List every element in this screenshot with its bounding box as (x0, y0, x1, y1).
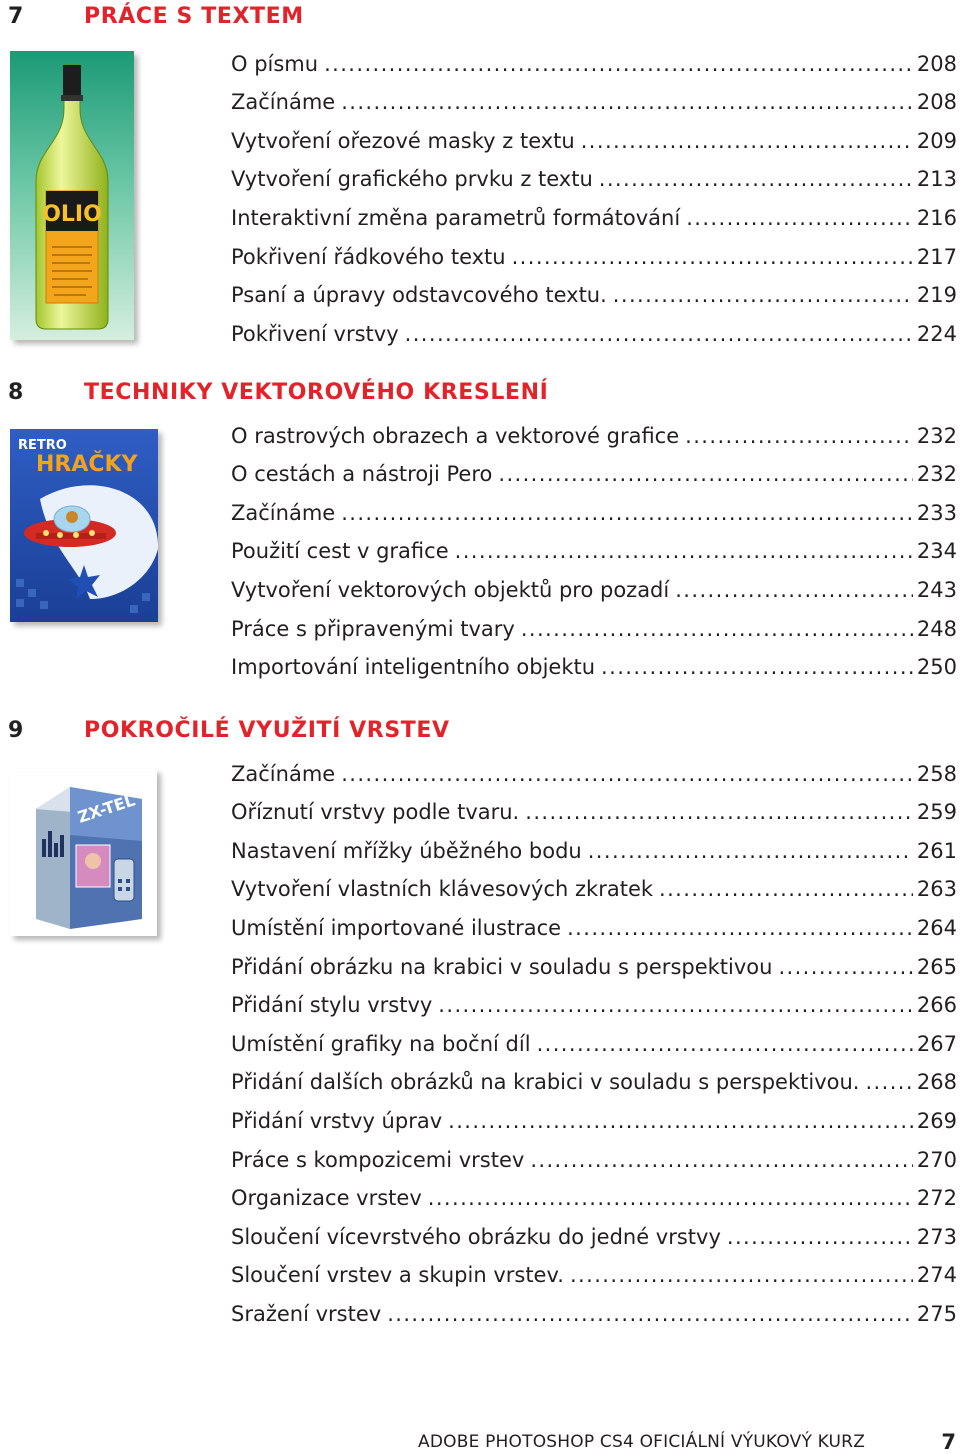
toc-entry[interactable] (231, 902, 957, 941)
toc-entry-page: 224 (916, 321, 957, 346)
toc-entry[interactable] (231, 1095, 957, 1134)
dot-leader (613, 282, 913, 308)
toc-entry[interactable] (231, 410, 957, 449)
toc-entry-page: 274 (916, 1263, 957, 1288)
chapter-number: 8 (8, 380, 24, 405)
toc-entry[interactable] (231, 77, 957, 116)
toc-entry-page: 248 (916, 616, 957, 641)
dot-leader (588, 838, 913, 864)
dot-leader (405, 321, 913, 347)
toc-entry-title: Oříznutí vrstvy podle tvaru. (231, 800, 520, 825)
toc-entry[interactable] (231, 748, 957, 787)
toc-entry[interactable] (231, 1288, 957, 1327)
dot-leader (601, 654, 913, 680)
chapter-number: 9 (8, 718, 24, 743)
retro-toys-poster-image (10, 429, 158, 622)
toc-entry-title: Sloučení vrstev a skupin vrstev. (231, 1263, 564, 1288)
toc-entry-title: Organizace vrstev (231, 1186, 422, 1211)
toc-entry[interactable] (231, 1211, 957, 1250)
toc-entry-title: Práce s kompozicemi vrstev (231, 1147, 525, 1172)
dot-leader (387, 1301, 913, 1327)
toc-entry[interactable] (231, 154, 957, 193)
chapter-title: POKROČILÉ VYUŽITÍ VRSTEV (84, 718, 450, 743)
toc-entry[interactable] (231, 787, 957, 826)
toc-entry-page: 232 (916, 462, 957, 487)
toc-list (231, 38, 957, 347)
chapter-number: 7 (8, 4, 24, 29)
toc-entry-page: 208 (916, 51, 957, 76)
dot-leader (521, 616, 913, 642)
product-box-image (10, 769, 157, 936)
toc-entry[interactable] (231, 1250, 957, 1289)
toc-entry-page: 232 (916, 423, 957, 448)
toc-entry-title: Začínáme (231, 500, 336, 525)
toc-entry[interactable] (231, 115, 957, 154)
dot-leader (498, 461, 913, 487)
dot-leader (341, 89, 913, 115)
dot-leader (865, 1069, 912, 1095)
dot-leader (659, 876, 913, 902)
toc-entry-page: 259 (916, 800, 957, 825)
dot-leader (675, 577, 913, 603)
toc-entry-title: Umístění importované ilustrace (231, 915, 562, 940)
dot-leader (567, 915, 913, 941)
dot-leader (537, 1031, 913, 1057)
toc-entry-title: Psaní a úpravy odstavcového textu. (231, 283, 607, 308)
toc-entry-page: 275 (916, 1301, 957, 1326)
toc-entry[interactable] (231, 192, 957, 231)
toc-entry[interactable] (231, 864, 957, 903)
toc-entry[interactable] (231, 941, 957, 980)
toc-entry[interactable] (231, 308, 957, 347)
toc-entry[interactable] (231, 825, 957, 864)
dot-leader (448, 1108, 913, 1134)
toc-entry[interactable] (231, 449, 957, 488)
toc-entry-page: 216 (916, 205, 957, 230)
poster-line1: RETRO (18, 438, 67, 453)
toc-entry-page: 273 (916, 1224, 957, 1249)
toc-entry-title: Umístění grafiky na boční díl (231, 1031, 531, 1056)
toc-entry[interactable] (231, 270, 957, 309)
toc-entry-title: Přidání vrstvy úprav (231, 1108, 443, 1133)
toc-entry-page: 263 (916, 877, 957, 902)
toc-entry-page: 208 (916, 90, 957, 115)
toc-entry-title: Interaktivní změna parametrů formátování (231, 205, 681, 230)
toc-entry-page: 272 (916, 1186, 957, 1211)
toc-list (231, 410, 957, 680)
dot-leader (727, 1224, 913, 1250)
toc-entry-title: Použití cest v grafice (231, 539, 449, 564)
toc-entry-title: Přidání obrázku na krabici v souladu s perspektivou (231, 954, 773, 979)
footer-book-title: ADOBE PHOTOSHOP CS4 OFICIÁLNÍ VÝUKOVÝ KURZ (418, 1432, 866, 1452)
toc-entry[interactable] (231, 1057, 957, 1096)
dot-leader (324, 51, 913, 77)
toc-entry[interactable] (231, 487, 957, 526)
toc-entry[interactable] (231, 564, 957, 603)
toc-entry[interactable] (231, 526, 957, 565)
toc-entry-page: 269 (916, 1108, 957, 1133)
dot-leader (438, 992, 913, 1018)
toc-entry-title: Sražení vrstev (231, 1301, 382, 1326)
dot-leader (455, 538, 913, 564)
toc-entry-page: 234 (916, 539, 957, 564)
toc-entry-title: O písmu (231, 51, 319, 76)
toc-entry[interactable] (231, 1173, 957, 1212)
toc-entry-page: 261 (916, 838, 957, 863)
dot-leader (530, 1147, 913, 1173)
toc-entry-page: 264 (916, 915, 957, 940)
toc-entry-title: Práce s připravenými tvary (231, 616, 515, 641)
dot-leader (341, 761, 913, 787)
dot-leader (341, 500, 913, 526)
dot-leader (525, 799, 913, 825)
bottle-label-text: OLIO (42, 202, 102, 227)
footer-page-number: 7 (941, 1430, 956, 1454)
toc-entry-page: 266 (916, 993, 957, 1018)
toc-entry-page: 233 (916, 500, 957, 525)
toc-entry[interactable] (231, 231, 957, 270)
dot-leader (778, 954, 912, 980)
toc-entry-page: 258 (916, 761, 957, 786)
toc-entry[interactable] (231, 1134, 957, 1173)
dot-leader (581, 128, 913, 154)
chapter-title: TECHNIKY VEKTOROVÉHO KRESLENÍ (84, 380, 549, 405)
dot-leader (686, 205, 913, 231)
toc-entry-page: 217 (916, 244, 957, 269)
poster-line2: HRAČKY (36, 452, 138, 477)
box-brand-text: ZX-TEL (75, 790, 138, 827)
toc-entry-title: Vytvoření vlastních klávesových zkratek (231, 877, 654, 902)
page-footer (418, 1428, 958, 1452)
toc-entry-title: Pokřivení řádkového textu (231, 244, 506, 269)
dot-leader (570, 1262, 913, 1288)
toc-entry-title: Začínáme (231, 761, 336, 786)
toc-list (231, 748, 957, 1327)
toc-entry-title: Vytvoření grafického prvku z textu (231, 167, 593, 192)
toc-entry-title: Sloučení vícevrstvého obrázku do jedné vrstvy (231, 1224, 721, 1249)
toc-entry-page: 268 (916, 1070, 957, 1095)
wine-bottle-image (10, 51, 134, 340)
dot-leader (428, 1185, 913, 1211)
toc-entry-title: Přidání stylu vrstvy (231, 993, 433, 1018)
chapter-title: PRÁCE S TEXTEM (84, 4, 304, 29)
toc-entry-title: O cestách a nástroji Pero (231, 462, 493, 487)
toc-entry-title: Vytvoření vektorových objektů pro pozadí (231, 577, 670, 602)
toc-entry[interactable] (231, 980, 957, 1019)
toc-entry-page: 213 (916, 167, 957, 192)
toc-entry[interactable] (231, 38, 957, 77)
toc-entry-page: 209 (916, 128, 957, 153)
toc-entry-title: O rastrových obrazech a vektorové grafice (231, 423, 680, 448)
toc-entry-title: Pokřivení vrstvy (231, 321, 399, 346)
toc-entry-title: Začínáme (231, 90, 336, 115)
toc-entry[interactable] (231, 1018, 957, 1057)
toc-entry-title: Importování inteligentního objektu (231, 655, 596, 680)
toc-entry-title: Nastavení mřížky úběžného bodu (231, 838, 582, 863)
toc-entry[interactable] (231, 642, 957, 681)
toc-entry-page: 219 (916, 283, 957, 308)
toc-entry[interactable] (231, 603, 957, 642)
toc-entry-page: 265 (916, 954, 957, 979)
toc-entry-page: 250 (916, 655, 957, 680)
toc-entry-page: 270 (916, 1147, 957, 1172)
dot-leader (512, 244, 913, 270)
toc-entry-page: 243 (916, 577, 957, 602)
toc-entry-title: Přidání dalších obrázků na krabici v souladu s perspektivou. (231, 1070, 860, 1095)
dot-leader (685, 423, 913, 449)
toc-entry-page: 267 (916, 1031, 957, 1056)
toc-entry-title: Vytvoření ořezové masky z textu (231, 128, 575, 153)
dot-leader (599, 166, 913, 192)
